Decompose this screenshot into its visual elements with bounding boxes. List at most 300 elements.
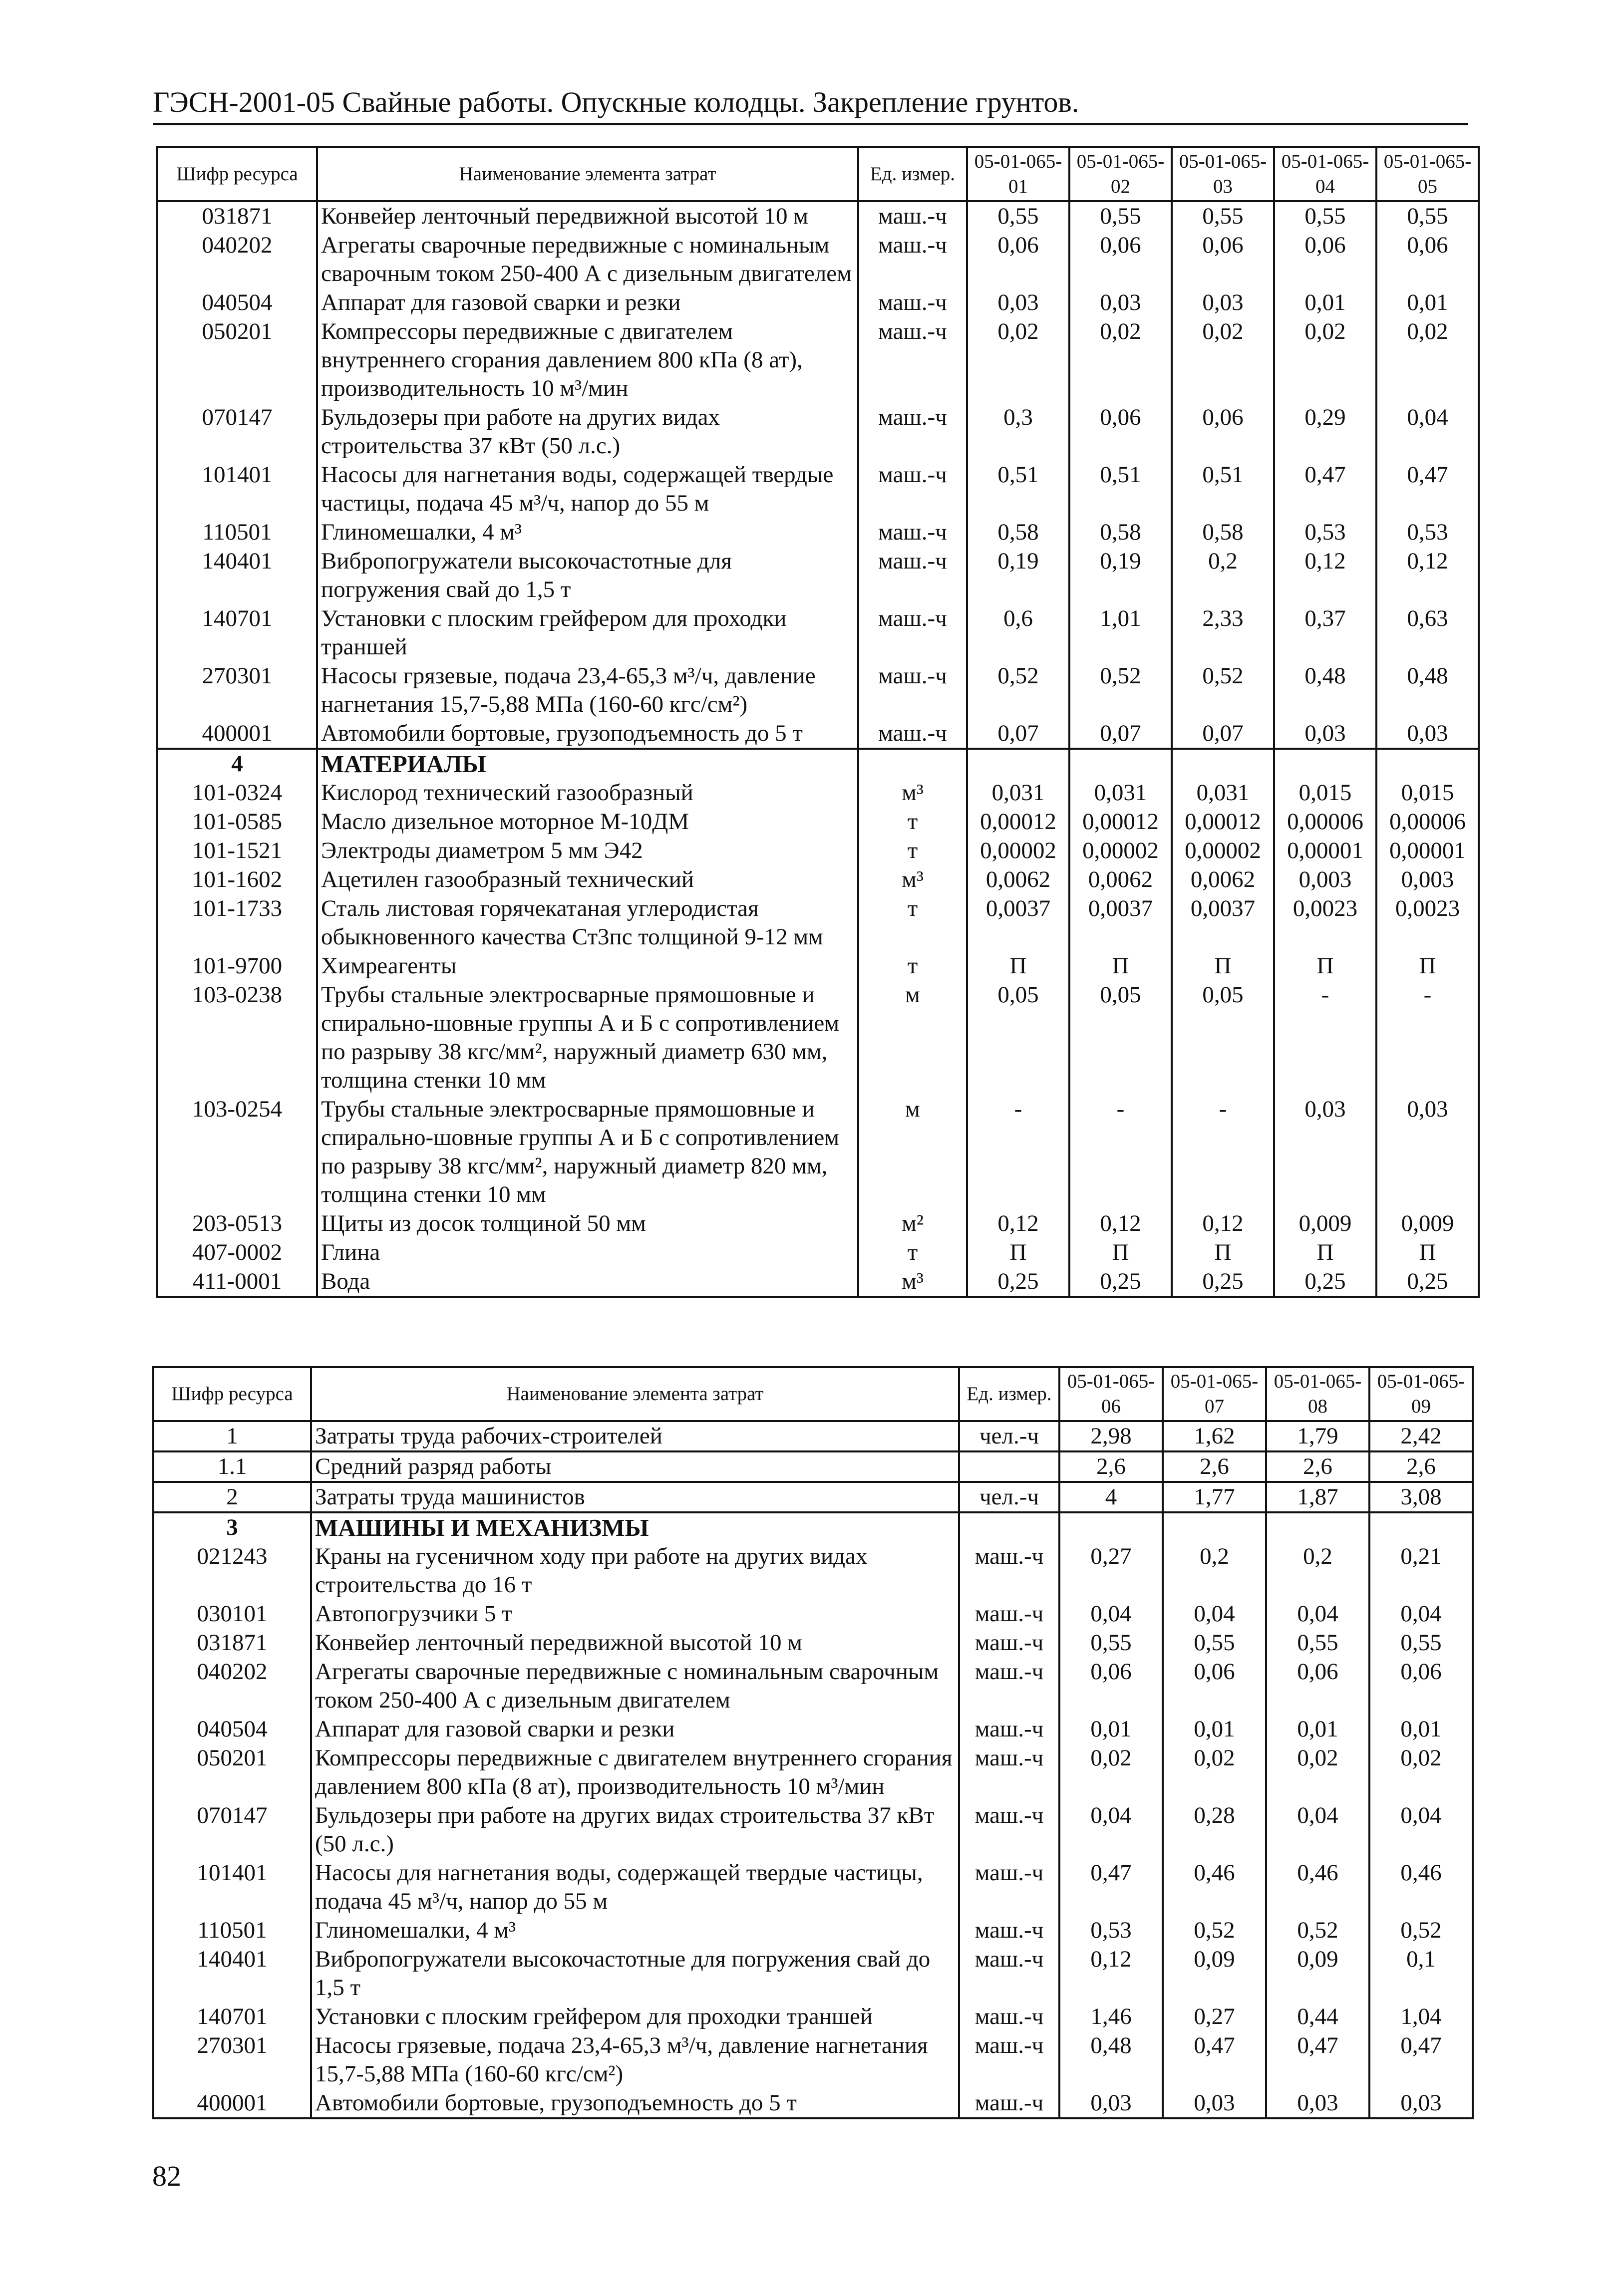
value-cell: 0,02: [1369, 1744, 1473, 1801]
resource-code: 031871: [153, 1629, 311, 1658]
resource-code: 030101: [153, 1600, 311, 1629]
table-body: [157, 201, 1479, 1297]
resource-code: 1.1: [153, 1451, 311, 1482]
value-cell: 0,3: [967, 403, 1069, 461]
value-cell: 0,02: [967, 317, 1069, 403]
header-col: 05-01-065-06: [1059, 1367, 1163, 1421]
resource-code: 3: [153, 1512, 311, 1542]
table-row: [153, 2003, 1473, 2031]
value-cell: [1274, 749, 1376, 779]
value-cell: 0,0037: [1069, 894, 1172, 952]
value-cell: 0,63: [1376, 604, 1479, 662]
resource-code: 2: [153, 1482, 311, 1512]
value-cell: 0,003: [1376, 865, 1479, 894]
unit: маш.-ч: [858, 231, 967, 288]
table-row: [153, 1629, 1473, 1658]
value-cell: 0,04: [1163, 1600, 1266, 1629]
resource-code: 031871: [157, 201, 317, 231]
value-cell: П: [1376, 1238, 1479, 1267]
value-cell: 0,29: [1274, 403, 1376, 461]
value-cell: 0,1: [1369, 1945, 1473, 2003]
value-cell: 0,46: [1369, 1859, 1473, 1916]
unit: м³: [858, 865, 967, 894]
unit: т: [858, 894, 967, 952]
value-cell: 0,03: [1059, 2089, 1163, 2119]
resource-name: Глиномешалки, 4 м³: [317, 518, 858, 547]
resource-code: 270301: [157, 662, 317, 719]
value-cell: 1,62: [1163, 1421, 1266, 1451]
resource-code: 140401: [153, 1945, 311, 2003]
value-cell: 0,25: [1376, 1267, 1479, 1297]
value-cell: -: [1069, 1095, 1172, 1209]
value-cell: П: [967, 1238, 1069, 1267]
value-cell: 0,53: [1274, 518, 1376, 547]
resource-code: 101-1602: [157, 865, 317, 894]
header-col: 05-01-065-09: [1369, 1367, 1473, 1421]
table-row: [157, 1095, 1479, 1209]
value-cell: 0,2: [1266, 1542, 1369, 1600]
unit: маш.-ч: [959, 1658, 1059, 1715]
resource-code: 050201: [153, 1744, 311, 1801]
unit: маш.-ч: [858, 518, 967, 547]
header-name: Наименование элемента затрат: [317, 147, 858, 201]
unit: маш.-ч: [959, 1715, 1059, 1744]
value-cell: 0,031: [1172, 779, 1274, 808]
resource-code: 400001: [157, 719, 317, 749]
value-cell: 0,03: [1163, 2089, 1266, 2119]
unit: маш.-ч: [959, 1542, 1059, 1600]
value-cell: 0,0037: [1172, 894, 1274, 952]
value-cell: 0,48: [1274, 662, 1376, 719]
value-cell: 1,79: [1266, 1421, 1369, 1451]
value-cell: 0,12: [1376, 547, 1479, 604]
table-row: [157, 837, 1479, 865]
value-cell: 0,03: [1376, 719, 1479, 749]
value-cell: 0,6: [967, 604, 1069, 662]
value-cell: 0,55: [1163, 1629, 1266, 1658]
section-row: [153, 1512, 1473, 1542]
resource-code: 101-1521: [157, 837, 317, 865]
value-cell: 0,03: [1274, 1095, 1376, 1209]
value-cell: 0,25: [1274, 1267, 1376, 1297]
table-row: [157, 808, 1479, 837]
page-header: ГЭСН-2001-05 Свайные работы. Опускные колодцы. Закрепление грунтов.: [153, 85, 1468, 125]
resource-name: Автомобили бортовые, грузоподъемность до 5 т: [311, 2089, 959, 2119]
value-cell: П: [1274, 1238, 1376, 1267]
value-cell: 0,04: [1266, 1600, 1369, 1629]
resource-code: 103-0238: [157, 981, 317, 1095]
resource-name: Насосы грязевые, подача 23,4-65,3 м³/ч, давление нагнетания 15,7-5,88 МПа (160-60 кгс/см²): [311, 2031, 959, 2089]
resource-code: 140701: [157, 604, 317, 662]
value-cell: 0,09: [1163, 1945, 1266, 2003]
value-cell: 0,05: [1069, 981, 1172, 1095]
unit: маш.-ч: [959, 1859, 1059, 1916]
resource-name: Вода: [317, 1267, 858, 1297]
value-cell: 0,06: [1369, 1658, 1473, 1715]
unit: м: [858, 981, 967, 1095]
value-cell: 0,07: [1172, 719, 1274, 749]
resource-name: Насосы грязевые, подача 23,4-65,3 м³/ч, давление нагнетания 15,7-5,88 МПа (160-60 кгс/см²): [317, 662, 858, 719]
resource-name: Электроды диаметром 5 мм Э42: [317, 837, 858, 865]
table-row: [157, 952, 1479, 981]
table-row: [157, 547, 1479, 604]
value-cell: [1163, 1512, 1266, 1542]
value-cell: П: [1376, 952, 1479, 981]
unit: м: [858, 1095, 967, 1209]
value-cell: 0,37: [1274, 604, 1376, 662]
table-row: [157, 1209, 1479, 1238]
table-row: [157, 865, 1479, 894]
resource-code: 040504: [157, 288, 317, 317]
table-row: [153, 1859, 1473, 1916]
value-cell: -: [967, 1095, 1069, 1209]
value-cell: 0,51: [967, 461, 1069, 518]
value-cell: [1376, 749, 1479, 779]
resource-name: Ацетилен газообразный технический: [317, 865, 858, 894]
resource-name: Аппарат для газовой сварки и резки: [317, 288, 858, 317]
value-cell: 0,52: [1369, 1916, 1473, 1945]
resource-name: Глина: [317, 1238, 858, 1267]
resource-name: Трубы стальные электросварные прямошовные и спирально-шовные группы А и Б с сопротивлением по разрыву 38 кгс/мм², наружный диаметр 820 мм, толщина стенки 10 мм: [317, 1095, 858, 1209]
header-col: 05-01-065-05: [1376, 147, 1479, 201]
value-cell: 0,03: [967, 288, 1069, 317]
resource-name: Конвейер ленточный передвижной высотой 10 м: [311, 1629, 959, 1658]
resource-code: 411-0001: [157, 1267, 317, 1297]
value-cell: 0,55: [1172, 201, 1274, 231]
value-cell: 0,01: [1266, 1715, 1369, 1744]
table-row: [157, 288, 1479, 317]
value-cell: 0,07: [1069, 719, 1172, 749]
value-cell: 0,06: [1172, 403, 1274, 461]
value-cell: 0,05: [967, 981, 1069, 1095]
value-cell: 0,00002: [967, 837, 1069, 865]
table-row: [157, 201, 1479, 231]
table-row: [157, 779, 1479, 808]
unit: м²: [858, 1209, 967, 1238]
value-cell: [1059, 1512, 1163, 1542]
resource-name: Затраты труда машинистов: [311, 1482, 959, 1512]
resource-code: 203-0513: [157, 1209, 317, 1238]
value-cell: 0,44: [1266, 2003, 1369, 2031]
table-row: [157, 317, 1479, 403]
value-cell: 0,02: [1376, 317, 1479, 403]
resource-name: Аппарат для газовой сварки и резки: [311, 1715, 959, 1744]
value-cell: 0,12: [1274, 547, 1376, 604]
unit: т: [858, 952, 967, 981]
value-cell: 0,48: [1376, 662, 1479, 719]
header-col: 05-01-065-01: [967, 147, 1069, 201]
value-cell: 0,015: [1376, 779, 1479, 808]
header-col: 05-01-065-04: [1274, 147, 1376, 201]
value-cell: 0,02: [1069, 317, 1172, 403]
value-cell: 0,00012: [1172, 808, 1274, 837]
value-cell: 0,0062: [967, 865, 1069, 894]
value-cell: 0,0037: [967, 894, 1069, 952]
value-cell: 0,031: [1069, 779, 1172, 808]
unit: [858, 749, 967, 779]
unit: маш.-ч: [959, 1801, 1059, 1859]
table-row: [153, 1451, 1473, 1482]
value-cell: 0,003: [1274, 865, 1376, 894]
resource-name: Вибропогружатели высокочастотные для погружения свай до 1,5 т: [311, 1945, 959, 2003]
unit: маш.-ч: [858, 547, 967, 604]
value-cell: 0,2: [1163, 1542, 1266, 1600]
value-cell: 0,03: [1266, 2089, 1369, 2119]
value-cell: 0,01: [1274, 288, 1376, 317]
resource-table-1: [156, 146, 1480, 1298]
value-cell: 0,51: [1069, 461, 1172, 518]
value-cell: 0,00006: [1376, 808, 1479, 837]
value-cell: 0,51: [1172, 461, 1274, 518]
table-row: [153, 1744, 1473, 1801]
resource-name: Компрессоры передвижные с двигателем внутреннего сгорания давлением 800 кПа (8 ат), производительность 10 м³/мин: [317, 317, 858, 403]
resource-code: 407-0002: [157, 1238, 317, 1267]
table-row: [157, 719, 1479, 749]
value-cell: 0,27: [1163, 2003, 1266, 2031]
value-cell: 0,25: [967, 1267, 1069, 1297]
table-row: [153, 2031, 1473, 2089]
value-cell: 0,05: [1172, 981, 1274, 1095]
value-cell: 0,04: [1059, 1600, 1163, 1629]
value-cell: 0,25: [1172, 1267, 1274, 1297]
value-cell: -: [1172, 1095, 1274, 1209]
unit: [959, 1451, 1059, 1482]
value-cell: 0,12: [1059, 1945, 1163, 2003]
value-cell: 2,6: [1163, 1451, 1266, 1482]
value-cell: 1,87: [1266, 1482, 1369, 1512]
resource-code: 101-9700: [157, 952, 317, 981]
value-cell: 0,47: [1059, 1859, 1163, 1916]
value-cell: 1,77: [1163, 1482, 1266, 1512]
resource-name: Конвейер ленточный передвижной высотой 10 м: [317, 201, 858, 231]
value-cell: П: [967, 952, 1069, 981]
value-cell: 0,03: [1376, 1095, 1479, 1209]
resource-code: 101401: [153, 1859, 311, 1916]
value-cell: 0,58: [967, 518, 1069, 547]
unit: маш.-ч: [959, 2089, 1059, 2119]
resource-name: Краны на гусеничном ходу при работе на других видах строительства до 16 т: [311, 1542, 959, 1600]
resource-name: Автопогрузчики 5 т: [311, 1600, 959, 1629]
value-cell: 2,6: [1369, 1451, 1473, 1482]
table-row: [157, 662, 1479, 719]
unit: маш.-ч: [959, 1916, 1059, 1945]
value-cell: 0,0062: [1069, 865, 1172, 894]
resource-code: 103-0254: [157, 1095, 317, 1209]
header-col: 05-01-065-08: [1266, 1367, 1369, 1421]
value-cell: 0,03: [1274, 719, 1376, 749]
resource-name: Трубы стальные электросварные прямошовные и спирально-шовные группы А и Б с сопротивлением по разрыву 38 кгс/мм², наружный диаметр 630 мм, толщина стенки 10 мм: [317, 981, 858, 1095]
header-unit: Ед. измер.: [858, 147, 967, 201]
value-cell: 0,19: [1069, 547, 1172, 604]
table-row: [153, 2089, 1473, 2119]
resource-code: 140401: [157, 547, 317, 604]
value-cell: 0,48: [1059, 2031, 1163, 2089]
resource-code: 101-0324: [157, 779, 317, 808]
value-cell: 0,04: [1059, 1801, 1163, 1859]
table-row: [153, 1916, 1473, 1945]
resource-name: Автомобили бортовые, грузоподъемность до 5 т: [317, 719, 858, 749]
value-cell: 4: [1059, 1482, 1163, 1512]
value-cell: 1,46: [1059, 2003, 1163, 2031]
value-cell: 0,04: [1376, 403, 1479, 461]
value-cell: 0,015: [1274, 779, 1376, 808]
value-cell: 0,00001: [1376, 837, 1479, 865]
resource-name: МАШИНЫ И МЕХАНИЗМЫ: [311, 1512, 959, 1542]
resource-code: 101-1733: [157, 894, 317, 952]
value-cell: 0,19: [967, 547, 1069, 604]
value-cell: 0,12: [1069, 1209, 1172, 1238]
table-row: [153, 1542, 1473, 1600]
resource-name: Кислород технический газообразный: [317, 779, 858, 808]
resource-name: МАТЕРИАЛЫ: [317, 749, 858, 779]
value-cell: 0,04: [1266, 1801, 1369, 1859]
value-cell: 0,06: [1274, 231, 1376, 288]
unit: маш.-ч: [959, 1945, 1059, 2003]
value-cell: [1172, 749, 1274, 779]
value-cell: 0,09: [1266, 1945, 1369, 2003]
value-cell: 2,6: [1059, 1451, 1163, 1482]
resource-code: 021243: [153, 1542, 311, 1600]
resource-code: 040202: [157, 231, 317, 288]
table-row: [157, 894, 1479, 952]
value-cell: 0,55: [1369, 1629, 1473, 1658]
unit: чел.-ч: [959, 1421, 1059, 1451]
unit: м³: [858, 779, 967, 808]
table-row: [153, 1600, 1473, 1629]
table-row: [153, 1945, 1473, 2003]
value-cell: 1,01: [1069, 604, 1172, 662]
unit: маш.-ч: [858, 317, 967, 403]
value-cell: 0,2: [1172, 547, 1274, 604]
value-cell: 0,58: [1069, 518, 1172, 547]
value-cell: 0,55: [1376, 201, 1479, 231]
unit: маш.-ч: [959, 2031, 1059, 2089]
resource-name: Сталь листовая горячекатаная углеродистая обыкновенного качества Ст3пс толщиной 9-12 мм: [317, 894, 858, 952]
value-cell: 0,00012: [967, 808, 1069, 837]
value-cell: 0,03: [1369, 2089, 1473, 2119]
value-cell: 0,46: [1163, 1859, 1266, 1916]
header-unit: Ед. измер.: [959, 1367, 1059, 1421]
unit: маш.-ч: [858, 288, 967, 317]
value-cell: 0,00002: [1172, 837, 1274, 865]
resource-code: 101401: [157, 461, 317, 518]
resource-code: 400001: [153, 2089, 311, 2119]
unit: маш.-ч: [959, 1600, 1059, 1629]
value-cell: 0,52: [1069, 662, 1172, 719]
resource-code: 101-0585: [157, 808, 317, 837]
header-col: 05-01-065-02: [1069, 147, 1172, 201]
resource-name: Средний разряд работы: [311, 1451, 959, 1482]
header-col: 05-01-065-07: [1163, 1367, 1266, 1421]
resource-table-2: [152, 1366, 1474, 2119]
resource-name: Установки с плоским грейфером для проходки траншей: [311, 2003, 959, 2031]
value-cell: 0,02: [1274, 317, 1376, 403]
value-cell: 0,0023: [1376, 894, 1479, 952]
value-cell: 0,04: [1369, 1801, 1473, 1859]
resource-code: 070147: [157, 403, 317, 461]
value-cell: 0,03: [1172, 288, 1274, 317]
unit: т: [858, 1238, 967, 1267]
value-cell: 0,07: [967, 719, 1069, 749]
table-row: [153, 1658, 1473, 1715]
value-cell: 0,009: [1274, 1209, 1376, 1238]
unit: маш.-ч: [858, 461, 967, 518]
value-cell: 0,21: [1369, 1542, 1473, 1600]
table-row: [157, 604, 1479, 662]
resource-code: 050201: [157, 317, 317, 403]
resource-name: Насосы для нагнетания воды, содержащей твердые частицы, подача 45 м³/ч, напор до 55 м: [317, 461, 858, 518]
header-code: Шифр ресурса: [153, 1367, 311, 1421]
resource-code: 270301: [153, 2031, 311, 2089]
unit: т: [858, 808, 967, 837]
table-row: [157, 1238, 1479, 1267]
header-col: 05-01-065-03: [1172, 147, 1274, 201]
resource-name: Компрессоры передвижные с двигателем внутреннего сгорания давлением 800 кПа (8 ат), производительность 10 м³/мин: [311, 1744, 959, 1801]
value-cell: П: [1274, 952, 1376, 981]
table-body: [153, 1421, 1473, 2118]
unit: маш.-ч: [959, 1629, 1059, 1658]
unit: маш.-ч: [858, 662, 967, 719]
value-cell: 0,02: [1059, 1744, 1163, 1801]
resource-code: 110501: [153, 1916, 311, 1945]
table-row: [157, 981, 1479, 1095]
value-cell: -: [1274, 981, 1376, 1095]
value-cell: П: [1069, 952, 1172, 981]
table-row: [157, 518, 1479, 547]
unit: [959, 1512, 1059, 1542]
value-cell: [967, 749, 1069, 779]
unit: м³: [858, 1267, 967, 1297]
value-cell: 0,55: [1274, 201, 1376, 231]
unit: маш.-ч: [858, 719, 967, 749]
resource-code: 040202: [153, 1658, 311, 1715]
resource-name: Масло дизельное моторное М-10ДМ: [317, 808, 858, 837]
value-cell: 0,52: [1172, 662, 1274, 719]
table-header-row: [153, 1367, 1473, 1421]
value-cell: 0,01: [1059, 1715, 1163, 1744]
resource-name: Агрегаты сварочные передвижные с номинальным сварочным током 250-400 А с дизельным двигателем: [317, 231, 858, 288]
table-row: [157, 461, 1479, 518]
resource-name: Глиномешалки, 4 м³: [311, 1916, 959, 1945]
header-name: Наименование элемента затрат: [311, 1367, 959, 1421]
unit: маш.-ч: [858, 201, 967, 231]
resource-code: 1: [153, 1421, 311, 1451]
resource-name: Щиты из досок толщиной 50 мм: [317, 1209, 858, 1238]
value-cell: 0,02: [1266, 1744, 1369, 1801]
table-row: [153, 1801, 1473, 1859]
value-cell: 0,55: [1266, 1629, 1369, 1658]
value-cell: 0,53: [1376, 518, 1479, 547]
unit: маш.-ч: [959, 1744, 1059, 1801]
value-cell: [1069, 749, 1172, 779]
table-header-row: [157, 147, 1479, 201]
resource-name: Установки с плоским грейфером для проходки траншей: [317, 604, 858, 662]
value-cell: 0,28: [1163, 1801, 1266, 1859]
unit: маш.-ч: [858, 604, 967, 662]
value-cell: 2,6: [1266, 1451, 1369, 1482]
value-cell: 0,47: [1274, 461, 1376, 518]
value-cell: 0,53: [1059, 1916, 1163, 1945]
header-code: Шифр ресурса: [157, 147, 317, 201]
value-cell: 0,01: [1163, 1715, 1266, 1744]
resource-name: Бульдозеры при работе на других видах строительства 37 кВт (50 л.с.): [317, 403, 858, 461]
value-cell: 0,47: [1266, 2031, 1369, 2089]
resource-code: 4: [157, 749, 317, 779]
value-cell: 0,47: [1369, 2031, 1473, 2089]
resource-code: 070147: [153, 1801, 311, 1859]
value-cell: П: [1172, 952, 1274, 981]
unit: чел.-ч: [959, 1482, 1059, 1512]
